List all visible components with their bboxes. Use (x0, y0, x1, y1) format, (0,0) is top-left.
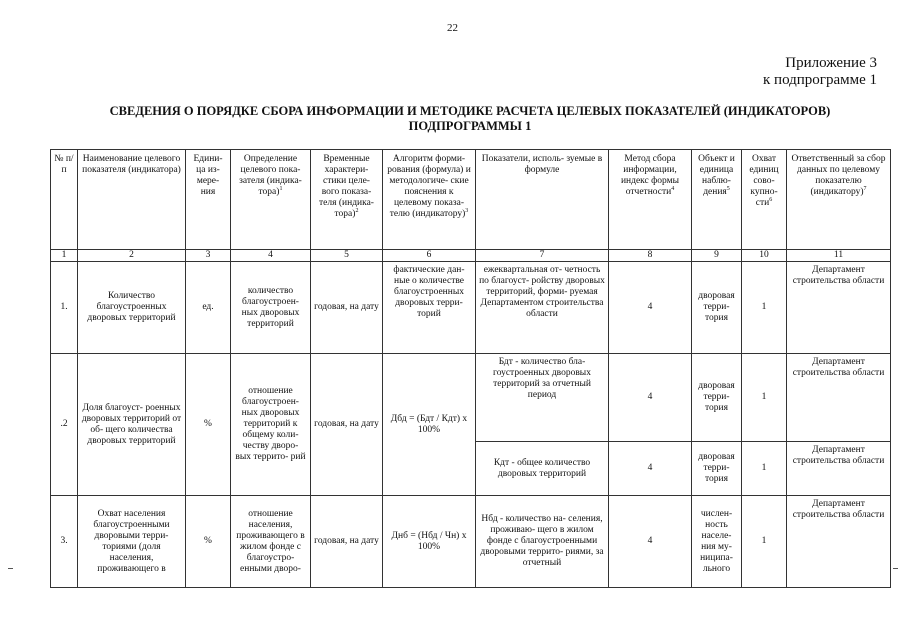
table-row (51, 354, 891, 442)
definition: отношение населения, проживающего в жилом фонде с благоустро- енными дворо- (231, 496, 311, 588)
scan-mark (893, 568, 898, 569)
column-number: 7 (476, 250, 609, 262)
responsible: Департамент строительства области (787, 262, 891, 354)
header-cell: Охват единиц сово- купно- сти$^6$ (742, 150, 787, 250)
header-cell: Временные характери- стики целе- вого показа- теля (индика- тора)$^2$ (311, 150, 383, 250)
column-number: 4 (231, 250, 311, 262)
header-row (51, 150, 891, 250)
responsible: Департамент строительства области (787, 496, 891, 588)
row-number: 3. (51, 496, 78, 588)
responsible: Департамент строительства области (787, 354, 891, 442)
header-cell: Показатели, исполь- зуемые в формуле (476, 150, 609, 250)
column-number: 3 (186, 250, 231, 262)
collection-method: 4 (609, 496, 692, 588)
indicators-table (50, 149, 891, 588)
appendix-line-1: Приложение 3 (785, 55, 877, 71)
timing: годовая, на дату (311, 354, 383, 496)
timing: годовая, на дату (311, 262, 383, 354)
responsible: Департамент строительства области (787, 442, 891, 496)
header-cell: Ответственный за сбор данных по целевому показателю (индикатору)$^7$ (787, 150, 891, 250)
document-title (60, 104, 880, 134)
collection-method: 4 (609, 354, 692, 442)
page-number: 22 (447, 22, 458, 34)
title-line-1: СВЕДЕНИЯ О ПОРЯДКЕ СБОРА ИНФОРМАЦИИ И МЕТОДИКЕ РАСЧЕТА ЦЕЛЕВЫХ ПОКАЗАТЕЛЕЙ (ИНДИКАТОРОВ) (109, 104, 831, 118)
column-number: 6 (383, 250, 476, 262)
table-row (51, 262, 891, 354)
formula-indicator: Кдт - общее количество дворовых территорий (476, 442, 609, 496)
observation-object: дворовая терри- тория (692, 442, 742, 496)
observation-object: дворовая терри- тория (692, 354, 742, 442)
unit: ед. (186, 262, 231, 354)
definition: отношение благоустроен- ных дворовых территорий к общему коли- честву дворо- вых террито- рий (231, 354, 311, 496)
column-number: 11 (787, 250, 891, 262)
header-cell: Определение целевого пока- зателя (индика- тора)$^1$ (231, 150, 311, 250)
header-cell: Едини- ца из- мере- ния (186, 150, 231, 250)
appendix-caption (763, 55, 877, 89)
coverage: 1 (742, 354, 787, 442)
column-number: 1 (51, 250, 78, 262)
row-number: 1. (51, 262, 78, 354)
coverage: 1 (742, 496, 787, 588)
column-number: 8 (609, 250, 692, 262)
header-cell: Алгоритм форми- рования (формула) и методологиче- ские пояснения к целевому показа- телю (индикатору)$^3$ (383, 150, 476, 250)
formula-indicator: Бдт - количество бла- гоустроенных дворовых территорий за отчетный период (476, 354, 609, 442)
definition: количество благоустроен- ных дворовых территорий (231, 262, 311, 354)
algorithm: Дбд = (Бдт / Кдт) х 100% (383, 354, 476, 496)
algorithm: фактические дан- ные о количестве благоустроенных дворовых терри- торий (383, 262, 476, 354)
coverage: 1 (742, 262, 787, 354)
appendix-line-2: к подпрограмме 1 (763, 72, 877, 88)
formula-indicator: Нбд - количество на- селения, проживаю- щего в жилом фонде с благоустроенными дворовыми террито- риями, за отчетный (476, 496, 609, 588)
collection-method: 4 (609, 442, 692, 496)
scan-mark (8, 568, 13, 569)
unit: % (186, 354, 231, 496)
unit: % (186, 496, 231, 588)
header-cell: № п/п (51, 150, 78, 250)
indicator-name: Охват населения благоустроенными дворовыми терри- ториями (доля населения, проживающего в (78, 496, 186, 588)
column-number: 10 (742, 250, 787, 262)
header-cell: Наименование целевого показателя (индикатора) (78, 150, 186, 250)
algorithm: Днб = (Нбд / Чн) х 100% (383, 496, 476, 588)
column-number: 2 (78, 250, 186, 262)
indicator-name: Количество благоустроенных дворовых территорий (78, 262, 186, 354)
coverage: 1 (742, 442, 787, 496)
indicator-name: Доля благоуст- роенных дворовых территорий от об- щего количества дворовых территорий (78, 354, 186, 496)
column-number: 9 (692, 250, 742, 262)
title-line-2: ПОДПРОГРАММЫ 1 (408, 119, 532, 133)
table-row (51, 496, 891, 588)
row-number: .2 (51, 354, 78, 496)
column-number-row (51, 250, 891, 262)
timing: годовая, на дату (311, 496, 383, 588)
header-cell: Метод сбора информации, индекс формы отчетности$^4$ (609, 150, 692, 250)
observation-object: дворовая терри- тория (692, 262, 742, 354)
header-cell: Объект и единица наблю- дения$^5$ (692, 150, 742, 250)
observation-object: числен- ность населе- ния му- ниципа- льного (692, 496, 742, 588)
column-number: 5 (311, 250, 383, 262)
collection-method: 4 (609, 262, 692, 354)
formula-indicator: ежеквартальная от- четность по благоуст- ройству дворовых территорий, форми- руемая Департаментом строительства области (476, 262, 609, 354)
